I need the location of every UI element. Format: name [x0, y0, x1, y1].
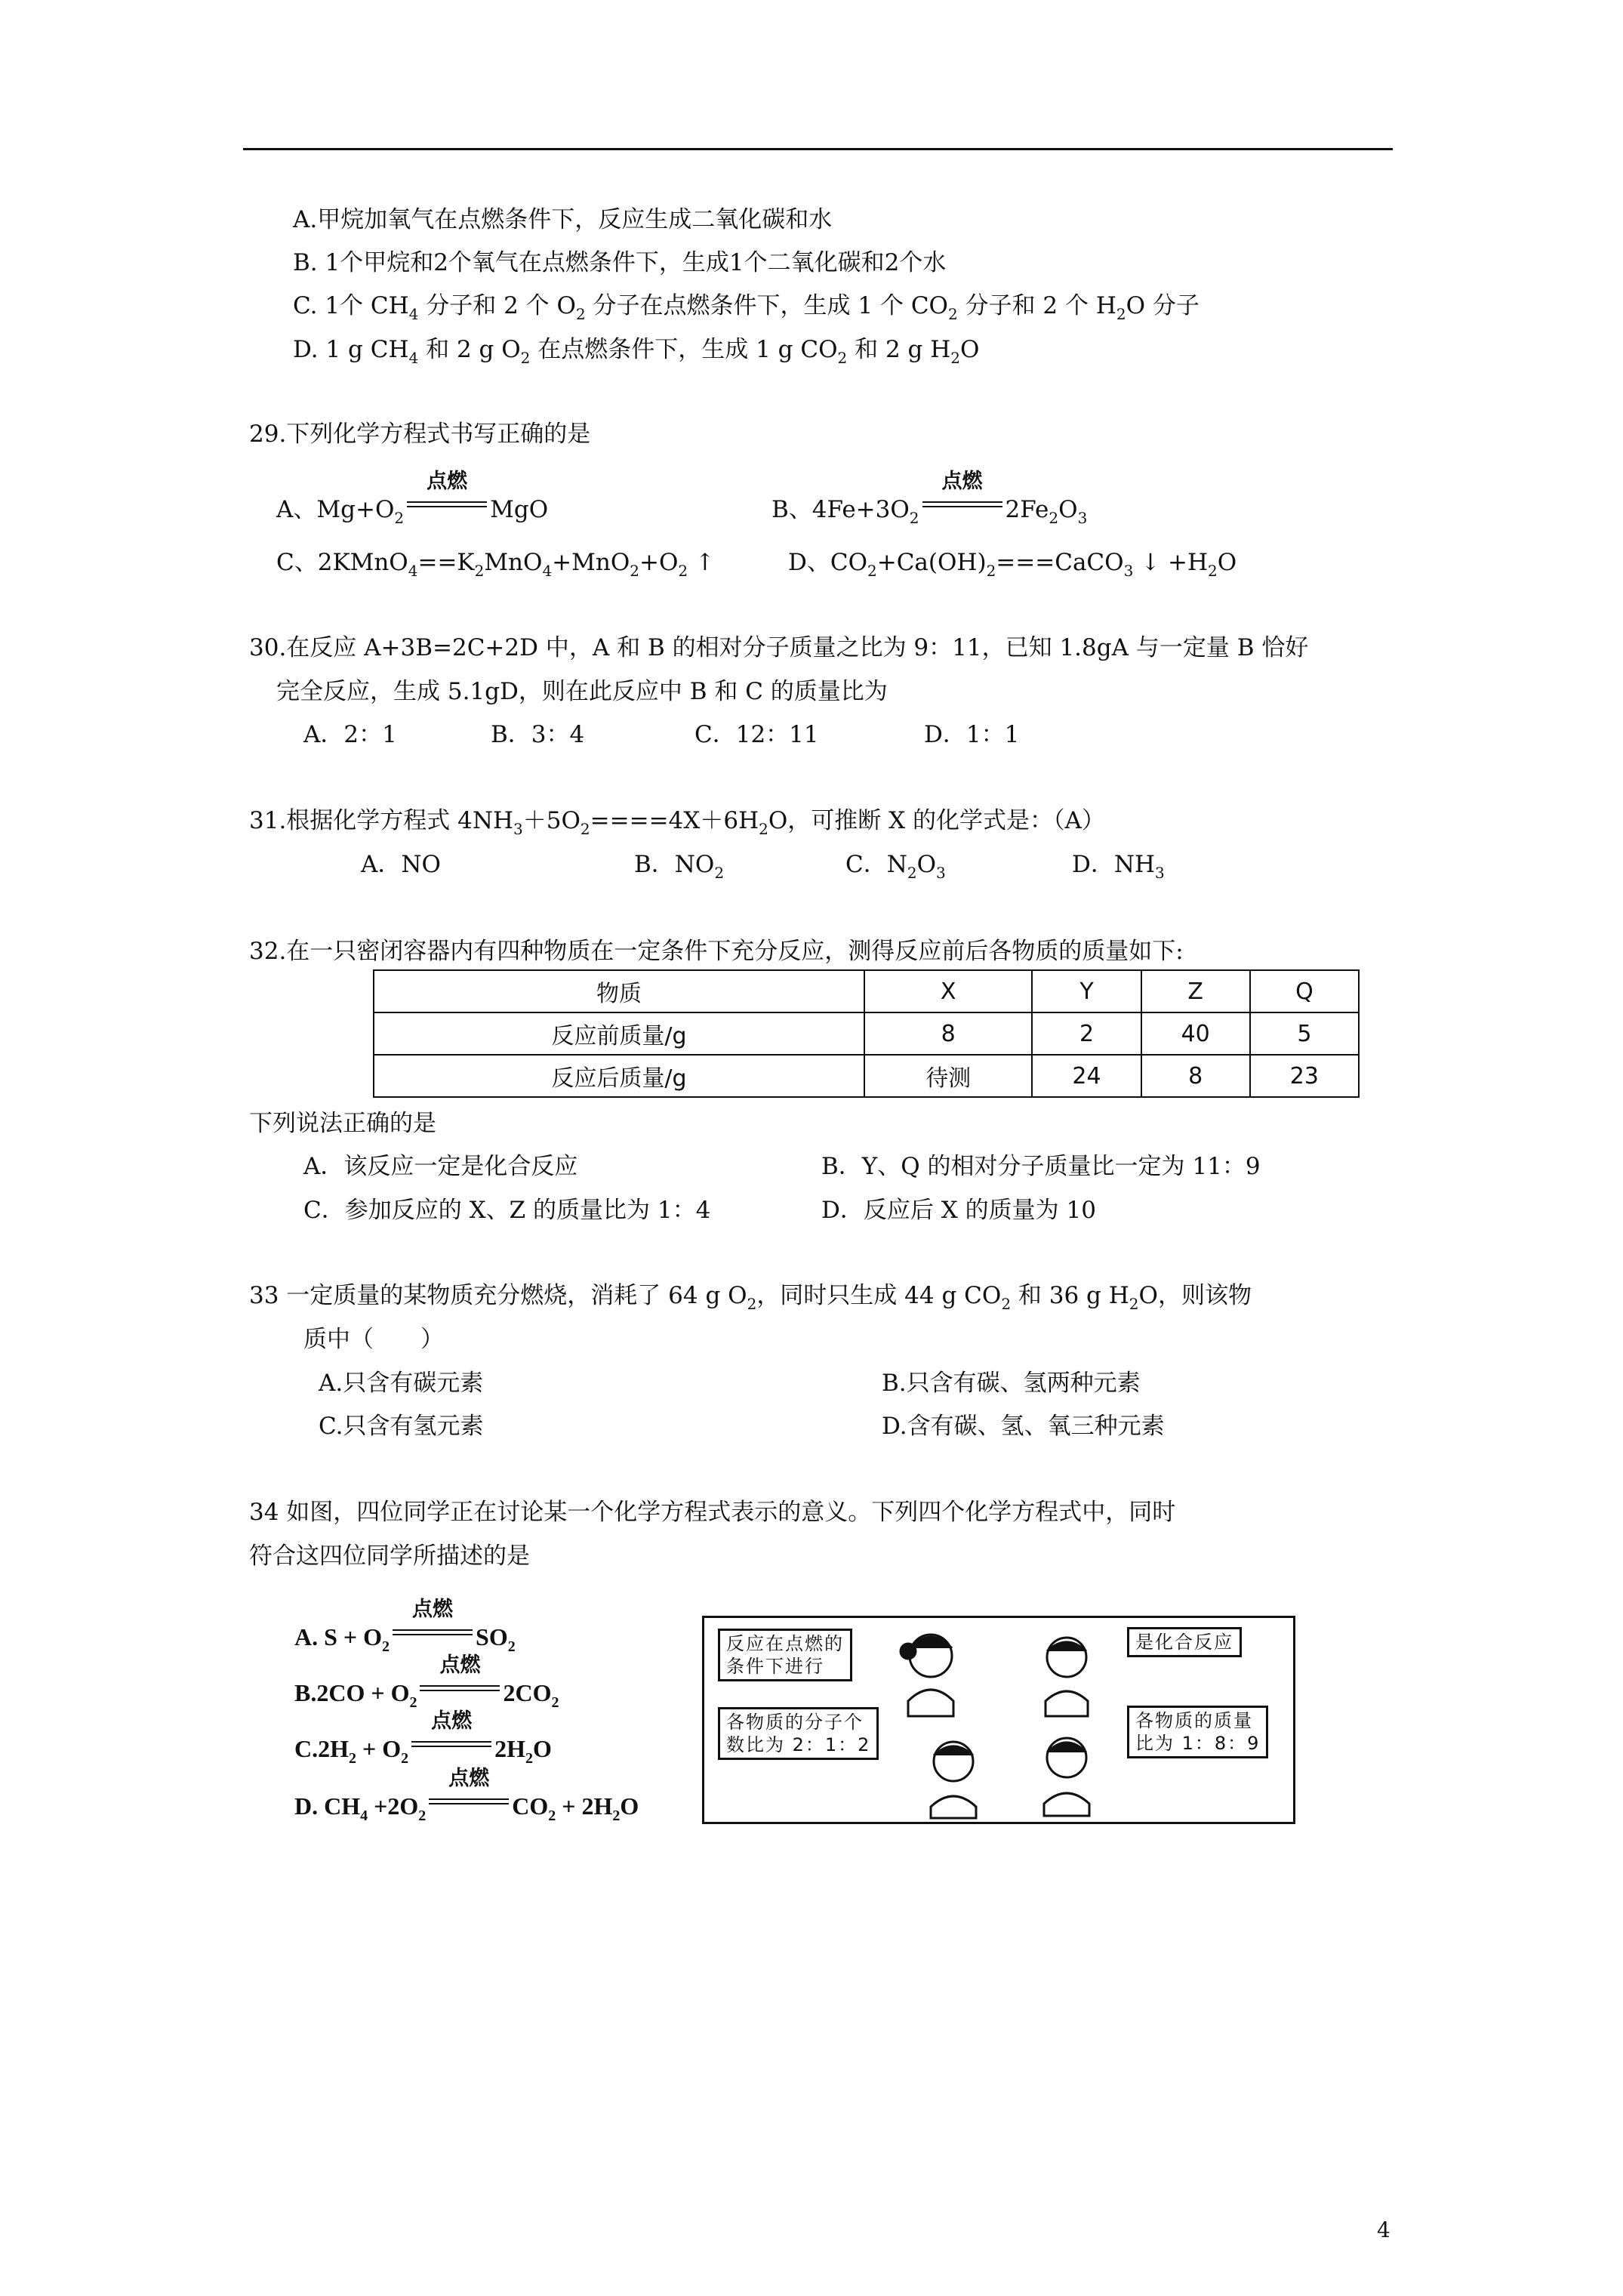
student-figures	[704, 1618, 1293, 1822]
q31-option-a: A．NO	[361, 851, 441, 878]
girl-student	[901, 1635, 953, 1716]
q31-option-c: C．$N_2O_3$	[845, 851, 946, 882]
speech-bubble: 各物质的质量 比为 1：8：9	[1127, 1706, 1268, 1758]
speech-bubble: 各物质的分子个 数比为 2：1：2	[718, 1707, 879, 1760]
q31-option-b: B．$NO_2$	[634, 851, 725, 882]
table-cell: 反应后质量/g	[374, 1055, 864, 1097]
table-cell: 2	[1032, 1012, 1141, 1055]
q29-option-a: A、$Mg+O_2$ 点燃 MgO	[276, 470, 549, 527]
header-rule	[243, 148, 1393, 150]
q34-option-b: $B.2CO + O_2$ 点燃 $2CO_2$	[294, 1653, 559, 1711]
reaction-arrow: 点燃	[393, 1622, 473, 1645]
q29-option-c: C、$2KMnO_4==K_2MnO_4+MnO_2+O_2$ ↑	[276, 549, 715, 580]
table-cell: 反应前质量/g	[374, 1012, 864, 1055]
table-cell: 5	[1250, 1012, 1359, 1055]
q32-option-a: A．该反应一定是化合反应	[303, 1153, 578, 1180]
q31-stem: 31.根据化学方程式 $4NH_3+5O_2====4X+6H_2O$，可推断 X 的化学式是：（A）	[249, 807, 1105, 838]
mass-table	[373, 969, 1360, 1098]
table-cell: X	[864, 970, 1032, 1012]
q34-stem-line1: 34 如图，四位同学正在讨论某一个化学方程式表示的意义。下列四个化学方程式中，同时	[249, 1499, 1176, 1526]
q30-option-b: B．3：4	[491, 721, 585, 748]
table-cell: 23	[1250, 1055, 1359, 1097]
page-number: 4	[1377, 2217, 1390, 2242]
q29-option-b: B、$4Fe+3O_2$ 点燃 $2Fe_2O_3$	[771, 470, 1088, 527]
q33-option-a: A.只含有碳元素	[319, 1370, 484, 1397]
q34-option-d: D. $CH_4 +2O_2$ 点燃 $CO_2 + 2H_2O$	[294, 1767, 639, 1824]
q33-stem-line1: 33 一定质量的某物质充分燃烧，消耗了 64 g $O_2$，同时只生成 44 g $CO_2$ 和 36 g $H_2O$，则该物	[249, 1282, 1252, 1313]
table-cell: 8	[1141, 1055, 1250, 1097]
reaction-arrow: 点燃	[429, 1791, 509, 1814]
q33-option-d: D.含有碳、氢、氧三种元素	[882, 1413, 1165, 1440]
table-row	[374, 1055, 1359, 1097]
boy-student-1	[1046, 1638, 1088, 1716]
q28-option-d: D. 1 g $CH_4$ 和 2 g $O_2$ 在点燃条件下，生成 1 g $CO_2$ 和 2 g $H_2O$	[293, 336, 980, 367]
speech-bubble: 反应在点燃的 条件下进行	[718, 1629, 852, 1681]
reaction-arrow: 点燃	[407, 494, 487, 517]
q30-option-a: A．2：1	[303, 721, 397, 748]
table-cell: 物质	[374, 970, 864, 1012]
table-row	[374, 1012, 1359, 1055]
q33-option-c: C.只含有氢元素	[319, 1413, 484, 1440]
table-cell: 待测	[864, 1055, 1032, 1097]
reaction-arrow: 点燃	[411, 1734, 491, 1757]
q34-stem-line2: 符合这四位同学所描述的是	[249, 1542, 530, 1570]
q30-stem-line2: 完全反应，生成 5.1gD，则在此反应中 B 和 C 的质量比为	[276, 678, 888, 705]
table-cell: Z	[1141, 970, 1250, 1012]
q28-option-a: A.甲烷加氧气在点燃条件下，反应生成二氧化碳和水	[293, 206, 833, 233]
table-cell: Q	[1250, 970, 1359, 1012]
q30-option-d: D．1：1	[924, 721, 1020, 748]
q29-stem: 29.下列化学方程式书写正确的是	[249, 421, 591, 448]
table-cell: 8	[864, 1012, 1032, 1055]
q28-option-b: B. 1个甲烷和2个氧气在点燃条件下，生成1个二氧化碳和2个水	[293, 249, 947, 276]
reaction-arrow: 点燃	[922, 494, 1002, 517]
students-discussion-figure	[702, 1616, 1295, 1824]
speech-bubble: 是化合反应	[1127, 1627, 1242, 1657]
q32-prompt: 下列说法正确的是	[249, 1110, 436, 1137]
q28-option-c: C. 1个 $CH_4$ 分子和 2 个 $O_2$ 分子在点燃条件下，生成 1 个 $CO_2$ 分子和 2 个 $H_2O$ 分子	[293, 292, 1200, 323]
boy-student-3	[1044, 1738, 1089, 1816]
table-cell: 40	[1141, 1012, 1250, 1055]
q32-option-c: C．参加反应的 X、Z 的质量比为 1：4	[303, 1197, 711, 1224]
table-cell: 24	[1032, 1055, 1141, 1097]
reaction-arrow: 点燃	[420, 1678, 500, 1701]
q34-option-c: $C.2H_2 + O_2$ 点燃 $2H_2O$	[294, 1709, 552, 1767]
table-row	[374, 970, 1359, 1012]
q33-stem-line2: 质中（ ）	[303, 1326, 444, 1353]
q32-option-d: D．反应后 X 的质量为 10	[821, 1197, 1096, 1224]
q30-stem-line1: 30.在反应 A+3B=2C+2D 中，A 和 B 的相对分子质量之比为 9：11，已知 1.8gA 与一定量 B 恰好	[249, 634, 1309, 661]
q31-option-d: D．$NH_3$	[1072, 851, 1165, 882]
q34-option-a: A. $S + O_2$ 点燃 $SO_2$	[294, 1598, 516, 1655]
q32-stem: 32.在一只密闭容器内有四种物质在一定条件下充分反应，测得反应前后各物质的质量如下:	[249, 938, 1184, 965]
q33-option-b: B.只含有碳、氢两种元素	[882, 1370, 1141, 1397]
boy-student-2	[931, 1742, 976, 1818]
table-cell: Y	[1032, 970, 1141, 1012]
q32-option-b: B．Y、Q 的相对分子质量比一定为 11：9	[821, 1153, 1261, 1180]
q29-option-d: D、$CO_2+Ca(OH)_2===CaCO_3$ ↓ $+H_2O$	[788, 549, 1237, 580]
q30-option-c: C．12：11	[694, 721, 819, 748]
